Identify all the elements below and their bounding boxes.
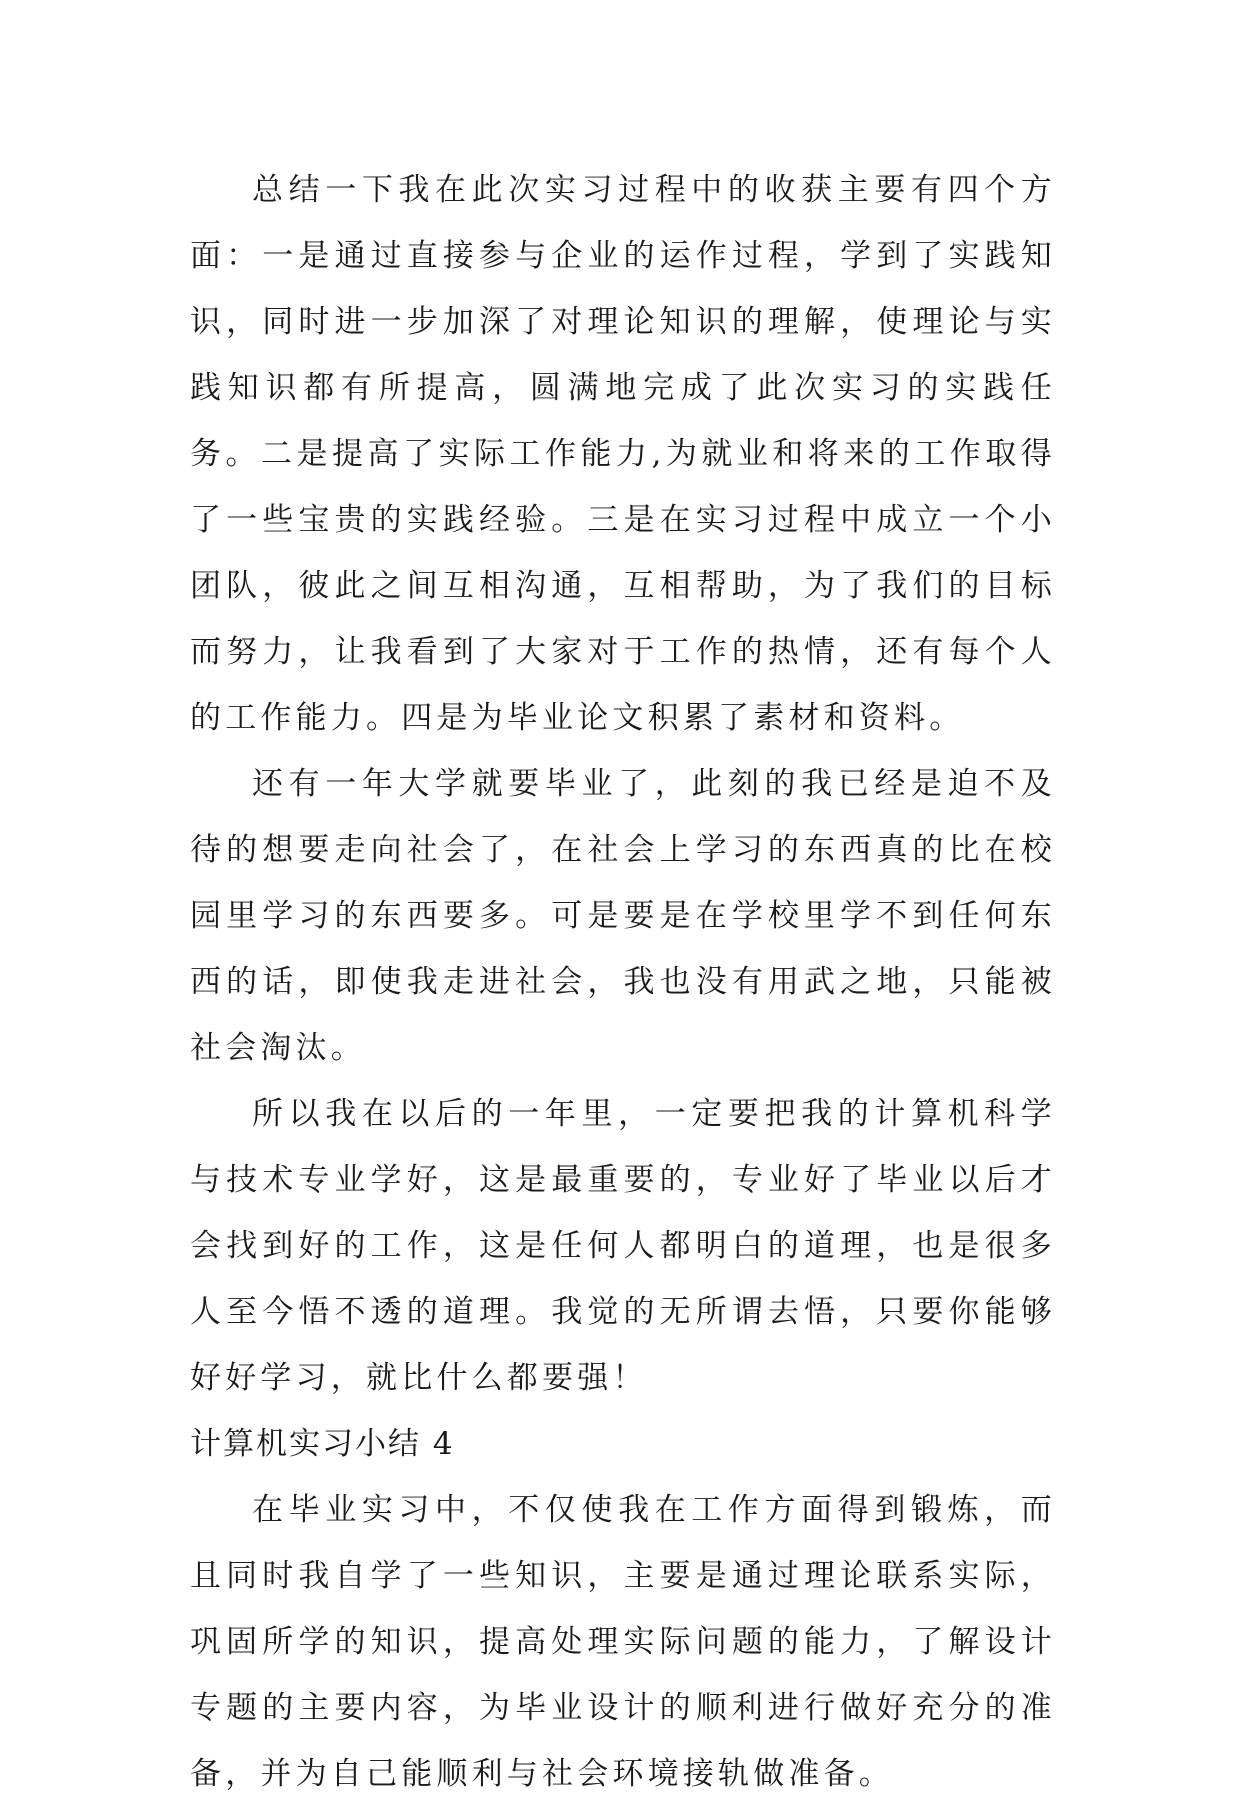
section-heading: 计算机实习小结 4	[190, 1426, 455, 1462]
paragraph-study-plan: 所以我在以后的一年里，一定要把我的计算机科学与技术专业学好，这是最重要的，专业好了毕业以后才会找到好的工作，这是任何人都明白的道理，也是很多人至今悟不透的道理。我觉的无所谓去悟，只要你能够好好学习，就比什么都要强！	[190, 1096, 1056, 1396]
paragraph-graduation-outlook: 还有一年大学就要毕业了，此刻的我已经是迫不及待的想要走向社会了，在社会上学习的东西真的比在校园里学习的东西要多。可是要是在学校里学不到任何东西的话，即使我走进社会，我也没有用武之地，只能被社会淘汰。	[190, 766, 1056, 1066]
document-page	[190, 157, 1056, 1807]
paragraph-internship-gains: 在毕业实习中，不仅使我在工作方面得到锻炼，而且同时我自学了一些知识，主要是通过理论联系实际，巩固所学的知识，提高处理实际问题的能力，了解设计专题的主要内容，为毕业设计的顺利进行做好充分的准备，并为自己能顺利与社会环境接轨做准备。	[190, 1492, 1056, 1792]
paragraph-harvest-summary: 总结一下我在此次实习过程中的收获主要有四个方面：一是通过直接参与企业的运作过程，学到了实践知识，同时进一步加深了对理论知识的理解，使理论与实践知识都有所提高，圆满地完成了此次实习的实践任务。二是提高了实际工作能力,为就业和将来的工作取得了一些宝贵的实践经验。三是在实习过程中成立一个小团队，彼此之间互相沟通，互相帮助，为了我们的目标而努力，让我看到了大家对于工作的热情，还有每个人的工作能力。四是为毕业论文积累了素材和资料。	[190, 172, 1056, 736]
